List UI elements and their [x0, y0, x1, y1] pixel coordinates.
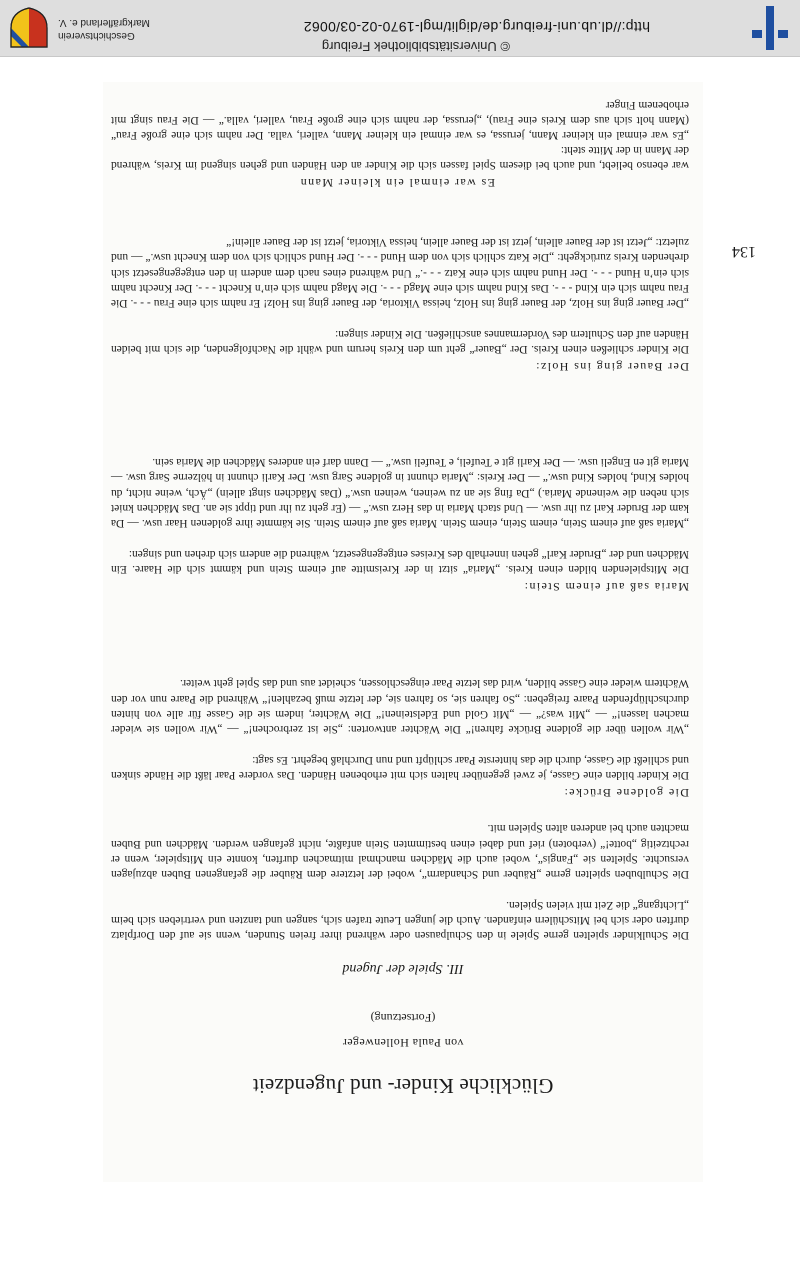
paragraph-kleiner-mann-2: „Es war einmal ein kleiner Mann, jerussa, es war einmal ein kleiner Mann, valleri, valla. Der nahm sich eine große Frau“ (Mann holt sich aus dem Kreis eine Frau), „jerussa, der nahm sich eine große Frau, valleri, valla.“ — Die Frau singt mit erhobenem Finger	[111, 98, 689, 141]
paragraph-intro: Die Schulkinder spielten gerne Spiele in den Schulpausen oder während ihrer freien Stunden, wenn sie auf den Dorfplatz durften oder sich bei Mitschülern einfanden. Auch die jungen Leute trafen sich, sangen und tanzten und vertrieben sich beim „Lichtgang“ die Zeit mit vielen Spielen.	[111, 898, 689, 941]
coat-of-arms-icon	[8, 6, 50, 50]
paragraph-maria-2: „Maria saß auf einem Stein, einem Stein, einem Stein. Maria saß auf einem Stein. Sie kämmte ihre goldenen Haar usw. — Da kam der Bruder Karl zu ihr usw. — Und stach Maria in das Herz usw.“ — (Er geht zu ihr und tippt sie an. Das Mädchen kniet sich neben die weinende Maria.) „Da fing sie an zu weinen, weinen usw.“ (Das Mädchen singt allein) „Äch, weine nicht, du holdes Kind, holdes Kind usw.“ — Der Kreis: „Maria chunnt in goldene Sarg usw. Der Karli chunnt in hölzerne Sarg usw. — Maria git en Engeli usw. — Der Karli git e Teufeli, e Teufeli usw.“ — Dann darf ein anderes Mädchen die Maria sein.	[111, 456, 689, 529]
section-heading-kleiner-mann: Es war einmal ein kleiner Mann	[299, 176, 495, 190]
society-name: Geschichtsverein Markgräflerland e. V.	[58, 17, 150, 41]
section-heading-bauer: Der Bauer ging ins Holz:	[534, 360, 689, 374]
article-title: Glückliche Kinder- und Jugendzeit	[252, 1074, 554, 1098]
viewer-header-bar	[0, 0, 800, 57]
continuation-note: (Fortsetzung)	[370, 1011, 436, 1025]
section-heading-goldene-bruecke: Die goldene Brücke:	[563, 786, 689, 800]
paragraph-intro-2: Die Schulbuben spielten gerne „Räuber und Schandarm“, wobei der letztere dem Räuber die gefangenen Buben abzujagen versuchte. Spielten sie „Fangis“, wobei auch die Mädchen manchmal mitmachen durften, konnte ein Mitspieler, wenn er rechtzeitig „botte!“ (verboten) rief und dabei einen bestimmten Stein anfaßte, nicht gefangen werden. Mädchen und Buben machten auch bei anderen alten Spielen mit.	[111, 822, 689, 880]
copyright-notice: © Universitätsbibliothek Freiburg	[321, 39, 510, 54]
chapter-heading: III. Spiele der Jugend	[342, 961, 464, 976]
paragraph-bauer-2: „Der Bauer ging ins Holz, der Bauer ging ins Holz, heissa Viktoria, der Bauer ging ins Holz! Er nahm sich eine Frau - - -. Die Frau nahm sich ein Kind - - -. Das Kind nahm sich eine Magd - - -. Die Magd nahm sich ein’n Knecht - - -. Der Knecht nahm sich ein’n Hund - - -. Der Hund nahm sich eine Katz - - -.“ Und während eines nach dem andern in den entgegengesetzt sich drehenden Kreis zurückgeht: „Die Katz schlich sich von dem Hund - - -. Der Hund schlich sich von dem Knecht usw.“ — und zuletzt: „Jetzt ist der Bauer allein, jetzt ist der Bauer allein, heissa Viktoria, jetzt ist der Bauer allein!“	[111, 236, 689, 309]
scanned-page	[103, 82, 703, 1182]
paragraph-maria-1: Die Mitspielenden bilden einen Kreis. „Maria“ sitzt in der Kreismitte auf einem Stein und kämmt sich die Haare. Ein Mädchen und der „Bruder Karl“ gehen innerhalb des Kreises entgegengesetzt, während die andern sich drehen und singen:	[111, 547, 689, 575]
ub-freiburg-logo-icon[interactable]	[752, 6, 788, 50]
document-url-link[interactable]: http://dl.ub.uni-freiburg.de/diglit/mgl-1970-02-03/0062	[303, 19, 650, 35]
paragraph-bauer-1: Die Kinder schließen einen Kreis. Der „Bauer“ geht um den Kreis herum und wählt die Nachfolgenden, die sich mit beiden Händen auf den Schultern des Vordermannes anschließen. Die Kinder singen:	[111, 327, 689, 355]
section-heading-maria: Maria saß auf einem Stein:	[523, 580, 689, 594]
paragraph-goldene-bruecke-1: Die Kinder bilden eine Gasse, je zwei gegenüber halten sich mit erhobenen Händen. Das vordere Paar läßt die Hände sinken und schließt die Gasse, durch die das hinterste Paar schlüpft und nun Durchlaß begehrt. Es sagt:	[111, 753, 689, 781]
author-line: von Paula Hollenweger	[342, 1036, 464, 1050]
page-number: 134	[732, 243, 756, 260]
paragraph-goldene-bruecke-2: „Wir wollen über die goldene Brücke fahren!“ Die Wächter antworten: „Sie ist zerbrochen!“ — „Wir wollen sie wieder machen lassen!“ — „Mit was?“ — „Mit Gold und Edelsteinen!“ Die Wächter, indem sie die Gasse für alle von hinten durchschlüpfenden Paare freigeben: „So fahren sie, so fahren sie, der letzte muß bezahlen!“ Während die Paare nun vor den Wächtern wieder eine Gasse bilden, wird das letzte Paar eingeschlossen, scheidet aus und das Spiel geht weiter.	[111, 677, 689, 735]
paragraph-kleiner-mann-1: war ebenso beliebt, und auch bei diesem Spiel fassen sich die Kinder an den Händen und gehen singend im Kreis, während der Mann in der Mitte steht:	[111, 143, 689, 171]
